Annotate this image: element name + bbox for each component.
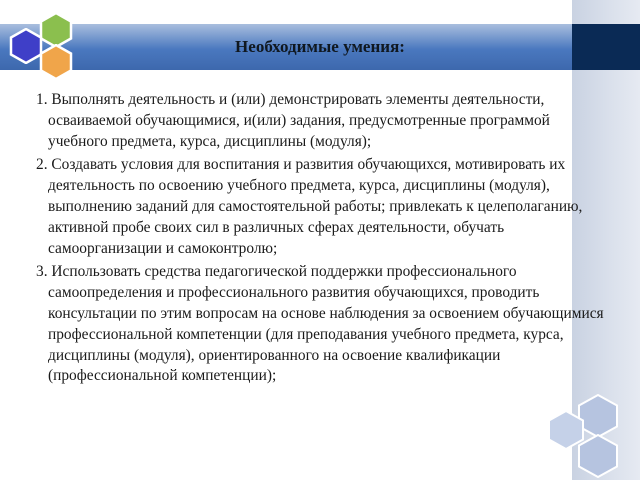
list-item: 2. Создавать условия для воспитания и развития обучающихся, мотивировать их деятельность по освоению учебного предмета, курса, дисциплины (модуля), выполнению заданий для самостоятельной работы; привлекать к целеполаганию, активной пробе своих сил в различных сферах деятельности, обучать самоорганизации и самоконтролю; (36, 156, 583, 257)
hexagon-light-icon (576, 434, 620, 478)
title-bar-accent (572, 24, 640, 70)
list-item: 1. Выполнять деятельность и (или) демонстрировать элементы деятельности, осваиваемой обучающимися, и(или) задания, предусмотренные программой учебного предмета, курса, дисциплины (модуля); (36, 91, 550, 150)
list-item: 3. Использовать средства педагогической поддержки профессионального самоопределения и профессионального развития обучающихся, проводить консультации по этим вопросам на основе наблюдения за освоением обучающимися профессиональной компетенции (для преподавания учебного предмета, курса, дисциплины (модуля), ориентированного на освоение квалификации (профессиональной компетенции); (36, 263, 604, 385)
skills-list (36, 90, 606, 390)
hexagon-orange-icon (38, 44, 74, 80)
slide-title: Необходимые умения: (235, 37, 405, 56)
